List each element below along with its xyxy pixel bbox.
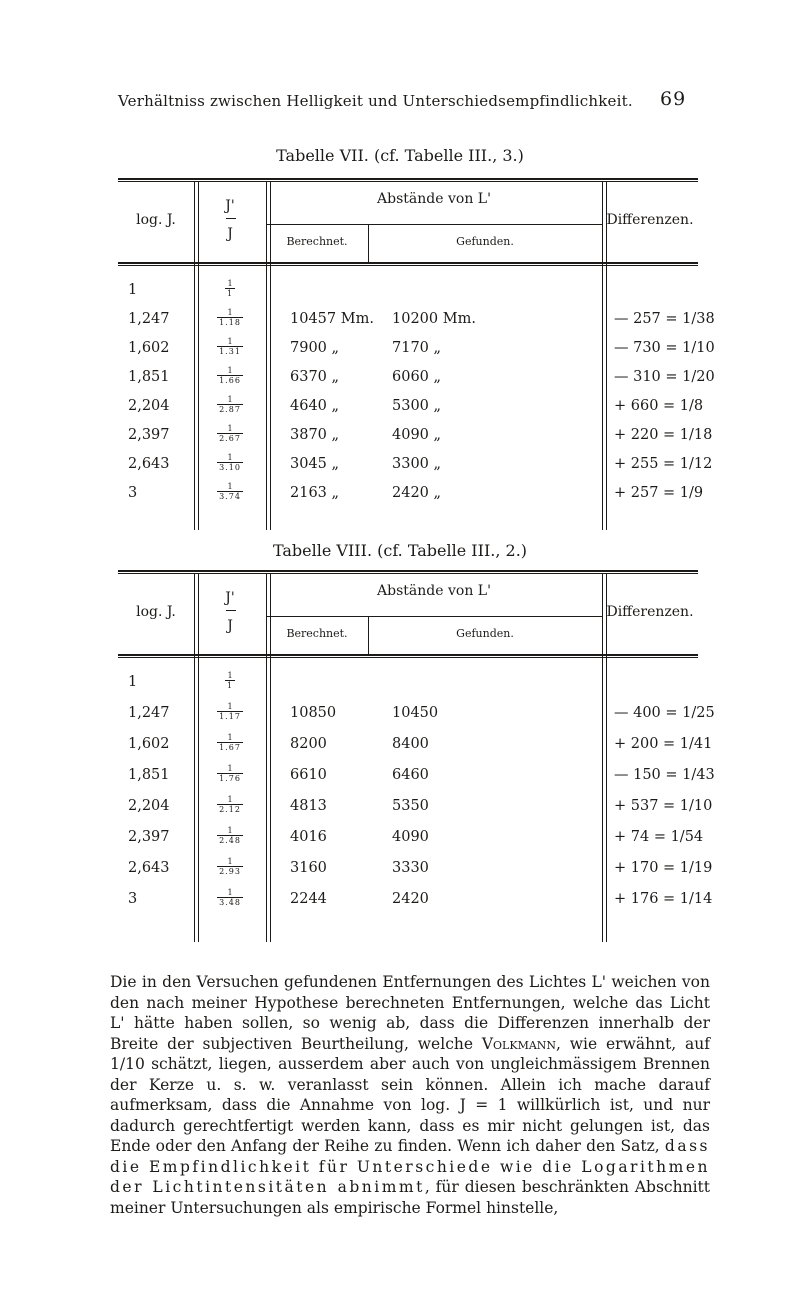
ratio-numerator: 1 bbox=[227, 733, 233, 742]
found-value: 3300 „ bbox=[392, 456, 442, 472]
computed-value: 3160 bbox=[290, 860, 327, 876]
difference-value: + 74 = 1/54 bbox=[614, 829, 704, 845]
difference-value: + 255 = 1/12 bbox=[614, 456, 713, 472]
difference-value: — 150 = 1/43 bbox=[614, 767, 715, 783]
distances-subrule bbox=[266, 616, 602, 617]
ratio-numerator: 1 bbox=[227, 366, 233, 375]
table-top-rule bbox=[118, 570, 698, 572]
computed-value: 2244 bbox=[290, 891, 327, 907]
ratio-numerator: 1 bbox=[227, 482, 233, 491]
column-rule bbox=[606, 574, 607, 942]
ratio-denominator: 2.12 bbox=[219, 805, 241, 814]
ratio-denominator: 2.93 bbox=[219, 867, 241, 876]
column-rule bbox=[602, 182, 603, 530]
header-log: log. J. bbox=[136, 212, 176, 228]
difference-value: + 537 = 1/10 bbox=[614, 798, 713, 814]
table7 bbox=[118, 178, 715, 530]
header-ratio-den: J bbox=[227, 226, 233, 242]
difference-value: + 176 = 1/14 bbox=[614, 891, 713, 907]
found-value: 4090 „ bbox=[392, 427, 442, 443]
ratio-numerator: 1 bbox=[227, 826, 233, 835]
log-value: 2,397 bbox=[128, 829, 170, 845]
difference-value: + 200 = 1/41 bbox=[614, 736, 713, 752]
ratio-denominator: 1.18 bbox=[219, 318, 241, 327]
ratio-fraction bbox=[210, 482, 250, 501]
ratio-numerator: 1 bbox=[227, 395, 233, 404]
ratio-fraction bbox=[210, 395, 250, 414]
table-top-rule bbox=[118, 178, 698, 180]
difference-value: + 660 = 1/8 bbox=[614, 398, 704, 414]
difference-value: — 257 = 1/38 bbox=[614, 311, 715, 327]
paragraph-text-3: , für diesen beschränkten Abschnitt meiner Untersuchungen als empirische Formel hinstelle, bbox=[110, 1178, 710, 1217]
log-value: 3 bbox=[128, 485, 138, 501]
computed-value: 6610 bbox=[290, 767, 327, 783]
difference-value: + 220 = 1/18 bbox=[614, 427, 713, 443]
table7-title: Tabelle VII. (cf. Tabelle III., 3.) bbox=[276, 146, 524, 165]
ratio-numerator: 1 bbox=[227, 857, 233, 866]
header-distances: Abstände von L' bbox=[377, 191, 491, 207]
ratio-fraction bbox=[210, 279, 250, 298]
ratio-numerator: 1 bbox=[227, 888, 233, 897]
ratio-fraction bbox=[210, 453, 250, 472]
computed-value: 8200 bbox=[290, 736, 327, 752]
ratio-fraction bbox=[210, 733, 250, 752]
ratio-fraction bbox=[210, 671, 250, 690]
ratio-numerator: 1 bbox=[227, 337, 233, 346]
table-header-rule bbox=[118, 262, 698, 264]
paragraph-text-2: , wie erwähnt, auf 1/10 schätzt, liegen, ausserdem aber auch von ungleichmässigem Brennen der Kerze u. s. w. veranlasst sein können. Allein ich mache darauf aufmerksam, dass die Annahme von log. J = 1 willkürlich ist, und nur dadurch gerechtfertigt werden kann, dass es mir nicht gelungen ist, das Ende oder den Anfang der Reihe zu finden. Wenn ich daher den Satz, bbox=[110, 1034, 710, 1155]
found-value: 6460 bbox=[392, 767, 429, 783]
ratio-numerator: 1 bbox=[227, 795, 233, 804]
log-value: 2,204 bbox=[128, 798, 170, 814]
header-differences: Differenzen. bbox=[606, 604, 694, 620]
found-value: 5300 „ bbox=[392, 398, 442, 414]
ratio-numerator: 1 bbox=[227, 671, 233, 680]
ratio-fraction bbox=[210, 764, 250, 783]
header-computed: Berechnet. bbox=[286, 627, 348, 640]
computed-value: 6370 „ bbox=[290, 369, 340, 385]
computed-value: 4813 bbox=[290, 798, 327, 814]
ratio-denominator: 1 bbox=[226, 289, 234, 298]
ratio-fraction bbox=[210, 702, 250, 721]
header-computed: Berechnet. bbox=[286, 235, 348, 248]
found-value: 4090 bbox=[392, 829, 429, 845]
header-log: log. J. bbox=[136, 604, 176, 620]
header-ratio-num: J' bbox=[225, 590, 235, 606]
difference-value: + 257 = 1/9 bbox=[614, 485, 704, 501]
table8-title: Tabelle VIII. (cf. Tabelle III., 2.) bbox=[272, 541, 528, 560]
log-value: 1,602 bbox=[128, 736, 170, 752]
ratio-denominator: 1.67 bbox=[219, 743, 241, 752]
table8 bbox=[118, 570, 715, 942]
found-value: 7170 „ bbox=[392, 340, 442, 356]
ratio-fraction bbox=[210, 337, 250, 356]
computed-value: 4640 „ bbox=[290, 398, 340, 414]
author-name: Volkmann bbox=[481, 1034, 557, 1053]
difference-value: — 400 = 1/25 bbox=[614, 705, 715, 721]
header-found: Gefunden. bbox=[456, 627, 514, 640]
distances-subrule bbox=[266, 224, 602, 225]
ratio-denominator: 3.48 bbox=[219, 898, 241, 907]
log-value: 1,247 bbox=[128, 705, 170, 721]
difference-value: + 170 = 1/19 bbox=[614, 860, 713, 876]
ratio-denominator: 1.66 bbox=[219, 376, 241, 385]
computed-value: 10850 bbox=[290, 705, 337, 721]
ratio-fraction bbox=[210, 826, 250, 845]
column-rule bbox=[602, 574, 603, 942]
page-number: 69 bbox=[660, 88, 687, 110]
ratio-numerator: 1 bbox=[227, 424, 233, 433]
log-value: 2,204 bbox=[128, 398, 170, 414]
log-value: 2,643 bbox=[128, 456, 170, 472]
found-value: 2420 „ bbox=[392, 485, 442, 501]
computed-value: 10457 Mm. bbox=[290, 311, 374, 327]
ratio-numerator: 1 bbox=[227, 453, 233, 462]
header-differences: Differenzen. bbox=[606, 212, 694, 228]
computed-value: 2163 „ bbox=[290, 485, 340, 501]
header-ratio-den: J bbox=[227, 618, 233, 634]
log-value: 1,851 bbox=[128, 369, 170, 385]
running-head: Verhältniss zwischen Helligkeit und Unterschiedsempfindlichkeit. bbox=[118, 92, 633, 110]
header-found: Gefunden. bbox=[456, 235, 514, 248]
log-value: 2,643 bbox=[128, 860, 170, 876]
spaced-emphasis: dass die Empfindlichkeit für Unterschiede wie die Logarithmen der Lichtintensitäten abnimmt bbox=[110, 1137, 710, 1196]
ratio-denominator: 3.74 bbox=[219, 492, 241, 501]
ratio-denominator: 1.31 bbox=[219, 347, 241, 356]
ratio-numerator: 1 bbox=[227, 308, 233, 317]
log-value: 3 bbox=[128, 891, 138, 907]
body-paragraph bbox=[110, 972, 710, 1218]
table-header-rule-2 bbox=[118, 657, 698, 658]
header-ratio-bar bbox=[226, 218, 236, 219]
computed-value: 7900 „ bbox=[290, 340, 340, 356]
ratio-denominator: 3.10 bbox=[219, 463, 241, 472]
paragraph-text-1: Die in den Versuchen gefundenen Entfernungen des Lichtes L' weichen von den nach meiner Hypothese berechneten Entfernungen, welche das Licht L' hätte haben sollen, so wenig ab, dass die Differenzen innerhalb der Breite der subjectiven Beurtheilung, welche bbox=[110, 973, 710, 1053]
found-value: 8400 bbox=[392, 736, 429, 752]
header-distances: Abstände von L' bbox=[377, 583, 491, 599]
ratio-numerator: 1 bbox=[227, 702, 233, 711]
ratio-fraction bbox=[210, 308, 250, 327]
ratio-denominator: 2.48 bbox=[219, 836, 241, 845]
table-top-rule-2 bbox=[118, 573, 698, 574]
header-ratio-bar bbox=[226, 610, 236, 611]
ratio-numerator: 1 bbox=[227, 764, 233, 773]
table-top-rule-2 bbox=[118, 181, 698, 182]
log-value: 1,851 bbox=[128, 767, 170, 783]
table-header-rule bbox=[118, 654, 698, 656]
computed-value: 3870 „ bbox=[290, 427, 340, 443]
found-value: 2420 bbox=[392, 891, 429, 907]
difference-value: — 730 = 1/10 bbox=[614, 340, 715, 356]
log-value: 1 bbox=[128, 282, 138, 298]
column-rule bbox=[606, 182, 607, 530]
computed-value: 3045 „ bbox=[290, 456, 340, 472]
found-value: 3330 bbox=[392, 860, 429, 876]
ratio-denominator: 2.87 bbox=[219, 405, 241, 414]
difference-value: — 310 = 1/20 bbox=[614, 369, 715, 385]
table-header-rule-2 bbox=[118, 265, 698, 266]
found-value: 6060 „ bbox=[392, 369, 442, 385]
ratio-fraction bbox=[210, 366, 250, 385]
ratio-fraction bbox=[210, 795, 250, 814]
ratio-fraction bbox=[210, 888, 250, 907]
found-value: 10450 bbox=[392, 705, 439, 721]
log-value: 1,247 bbox=[128, 311, 170, 327]
found-value: 10200 Mm. bbox=[392, 311, 476, 327]
ratio-denominator: 1.17 bbox=[219, 712, 241, 721]
ratio-numerator: 1 bbox=[227, 279, 233, 288]
ratio-denominator: 1 bbox=[226, 681, 234, 690]
log-value: 2,397 bbox=[128, 427, 170, 443]
ratio-fraction bbox=[210, 857, 250, 876]
found-value: 5350 bbox=[392, 798, 429, 814]
log-value: 1,602 bbox=[128, 340, 170, 356]
ratio-denominator: 2.67 bbox=[219, 434, 241, 443]
ratio-fraction bbox=[210, 424, 250, 443]
computed-value: 4016 bbox=[290, 829, 327, 845]
log-value: 1 bbox=[128, 674, 138, 690]
header-ratio-num: J' bbox=[225, 198, 235, 214]
ratio-denominator: 1.76 bbox=[219, 774, 241, 783]
